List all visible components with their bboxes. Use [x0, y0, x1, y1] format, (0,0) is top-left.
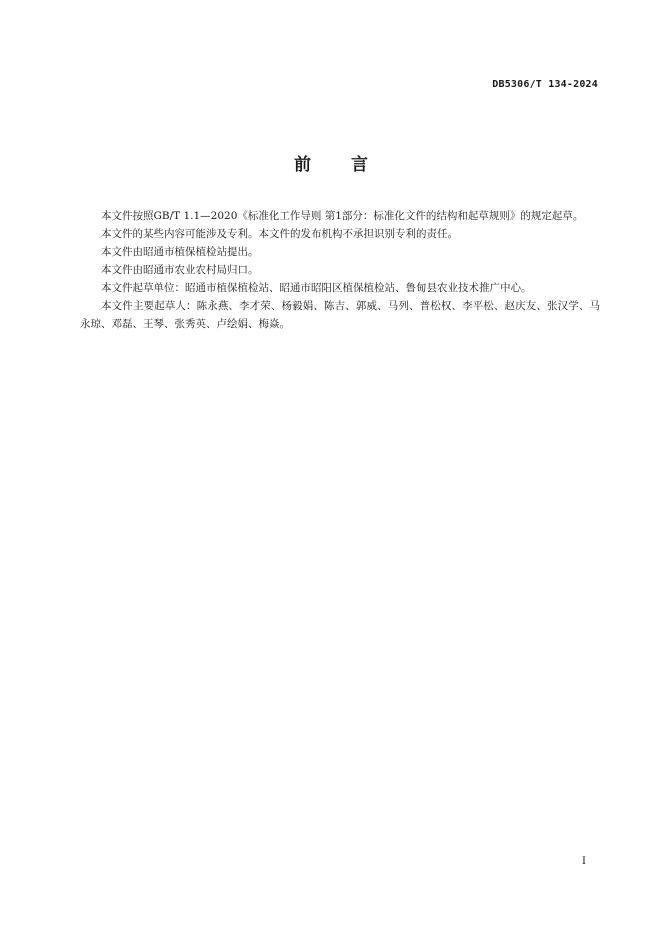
paragraph-patent-notice: 本文件的某些内容可能涉及专利。本文件的发布机构不承担识别专利的责任。	[101, 228, 458, 240]
paragraph-drafting-units: 本文件起草单位：昭通市植保植检站、昭通市昭阳区植保植检站、鲁甸县农业技术推广中心。	[101, 282, 532, 294]
paragraph-drafters: 本文件主要起草人：陈永燕、李才荣、杨毅娟、陈吉、郭威、马列、普松权、李平松、赵庆友、张汉学、马永琼、邓磊、王琴、张秀英、卢绘娟、梅焱。	[80, 300, 600, 330]
paragraph-drafting-rules: 本文件按照GB/T 1.1—2020《标准化工作导则 第1部分：标准化文件的结构和起草规则》的规定起草。	[101, 210, 584, 222]
paragraph-proposer: 本文件由昭通市植保植检站提出。	[101, 246, 259, 258]
foreword-body	[80, 207, 600, 333]
page-title: 前言	[294, 155, 408, 175]
page-number: I	[582, 856, 586, 867]
paragraph-administrator: 本文件由昭通市农业农村局归口。	[101, 264, 259, 276]
document-code: DB5306/T 134-2024	[492, 79, 598, 90]
